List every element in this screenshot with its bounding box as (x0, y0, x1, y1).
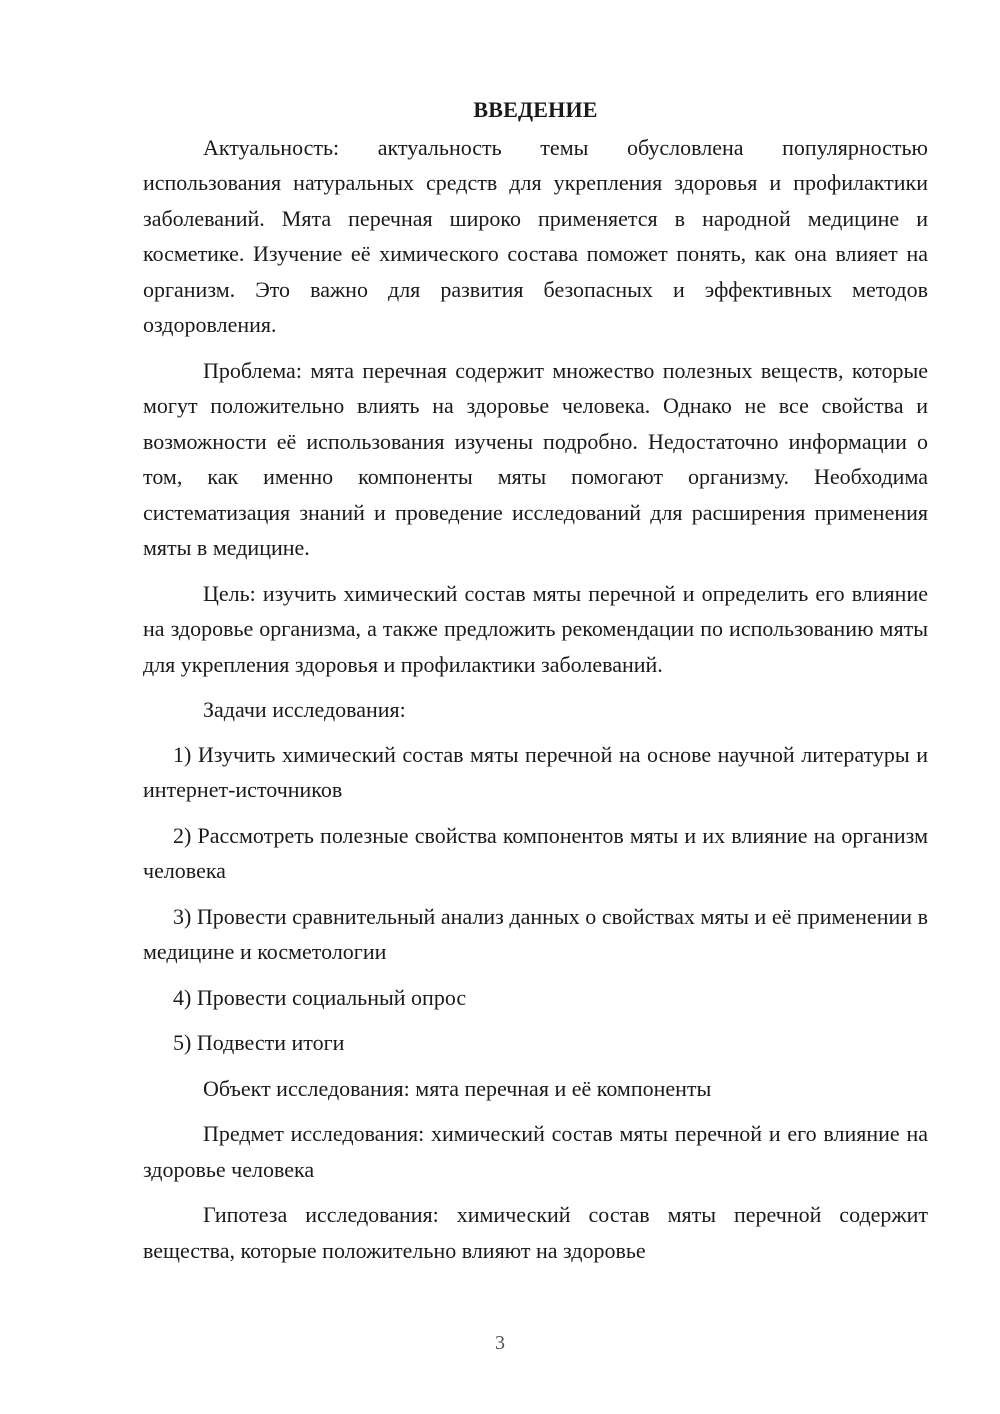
paragraph-subject: Предмет исследования: химический состав мяты перечной и его влияние на здоровье человека (143, 1121, 928, 1182)
task-item-3: 3) Провести сравнительный анализ данных о свойствах мяты и её применении в медицине и косметологии (143, 903, 928, 964)
section-title: ВВЕДЕНИЕ (473, 97, 598, 122)
task-item-5: 5) Подвести итоги (173, 1030, 345, 1055)
task-item-2: 2) Рассмотреть полезные свойства компонентов мяты и их влияние на организм человека (143, 822, 928, 883)
task-item-1: 1) Изучить химический состав мяты перечной на основе научной литературы и интернет-источников (143, 741, 928, 802)
task-item-4: 4) Провести социальный опрос (173, 984, 467, 1010)
paragraph-object: Объект исследования: мята перечная и её компоненты (203, 1075, 712, 1101)
paragraph-problem: Проблема: мята перечная содержит множество полезных веществ, которые могут положительно влиять на здоровье человека. Однако не все свойства и возможности её использования изучены подробно. Недостаточно информации о том, как именно компоненты мяты помогают организму. Необходима систематизация знаний и проведение исследований для расширения применения мяты в медицине. (143, 357, 928, 560)
tasks-heading: Задачи исследования: (203, 697, 406, 722)
paragraph-goal: Цель: изучить химический состав мяты перечной и определить его влияние на здоровье организма, а также предложить рекомендации по использованию мяты для укрепления здоровья и профилактики заболеваний. (143, 580, 928, 677)
paragraph-hypothesis: Гипотеза исследования: химический состав мяты перечной содержит вещества, которые положительно влияют на здоровье (143, 1202, 928, 1263)
document-page (143, 92, 928, 1278)
page-number: 3 (495, 1332, 505, 1354)
paragraph-relevance: Актуальность: актуальность темы обусловлена популярностью использования натуральных средств для укрепления здоровья и профилактики заболеваний. Мята перечная широко применяется в народной медицине и косметике. Изучение её химического состава поможет понять, как она влияет на организм. Это важно для развития безопасных и эффективных методов оздоровления. (143, 134, 928, 337)
